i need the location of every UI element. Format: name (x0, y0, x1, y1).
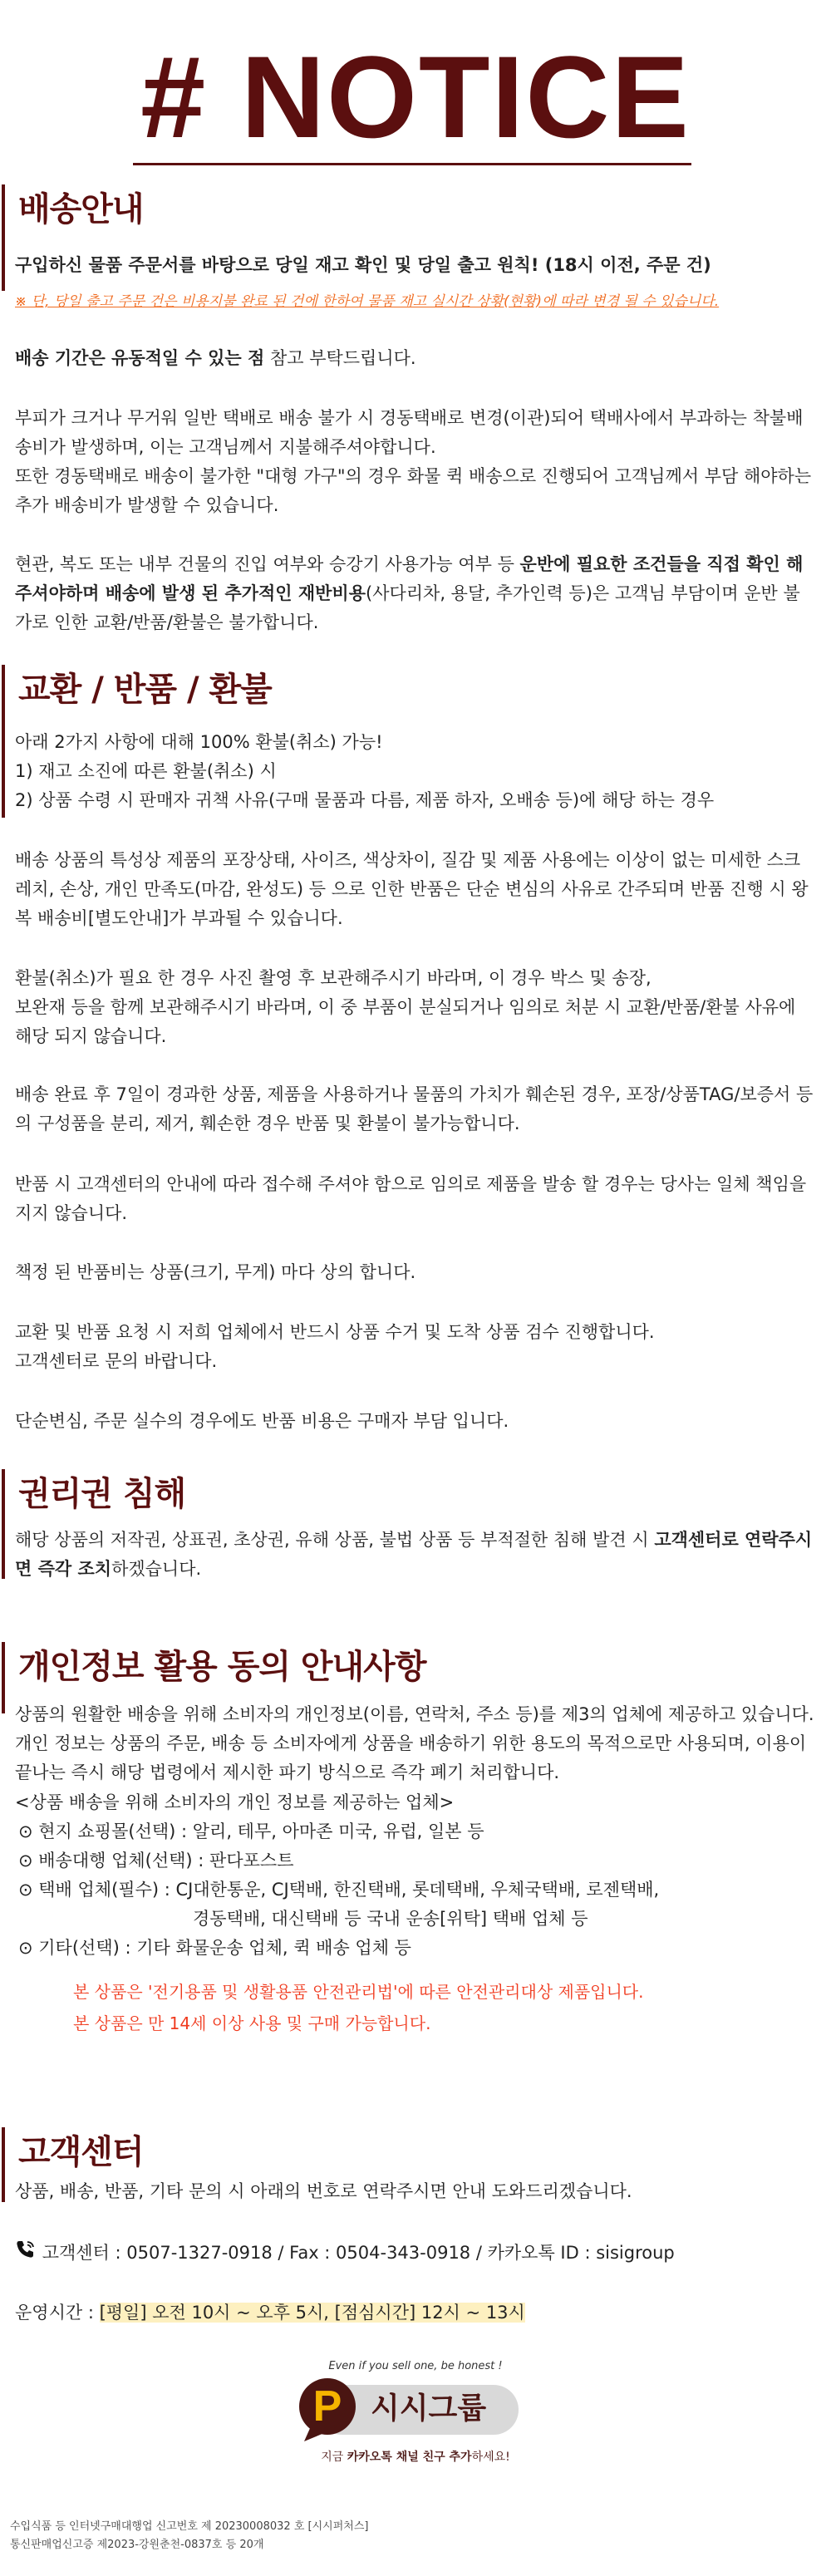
shipping-note: ※ 단, 당일 출고 주문 건은 비용지불 완료 된 건에 한하여 물품 재고 실시간 상황(현황)에 따라 변경 될 수 있습니다. (15, 293, 720, 310)
cs-hours-row (15, 2298, 817, 2328)
cs-hours-label: 운영시간 : (15, 2303, 100, 2323)
cs-intro: 상품, 배송, 반품, 기타 문의 시 아래의 번호로 연락주시면 안내 도와드리겠습니다. (15, 2181, 632, 2201)
rights-text-c: 하겠습니다. (111, 1559, 202, 1579)
privacy-list-title: <상품 배송을 위해 소비자의 개인 정보를 제공하는 업체> (15, 1792, 455, 1812)
footer (10, 2518, 368, 2554)
exchange-item-2: 2) 상품 수령 시 판매자 귀책 사유(구매 물품과 다름, 제품 하자, 오배송 등)에 해당 하는 경우 (15, 790, 715, 810)
privacy-item-1: ⊙ 현지 쇼핑몰(선택) : 알리, 테무, 아마존 미국, 유럽, 일본 등 (18, 1821, 484, 1841)
exchange-p3: 배송 완료 후 7일이 경과한 상품, 제품을 사용하거나 물품의 가치가 훼손된 경우, 포장/상품TAG/보증서 등의 구성품을 분리, 제거, 훼손한 경우 반품 및 환불이 불가능합니다. (15, 1084, 814, 1133)
section-title-cs: 고객센터 (18, 2133, 144, 2171)
exchange-p6a: 교환 및 반품 요청 시 저희 업체에서 반드시 상품 수거 및 도착 상품 검수 진행합니다. (15, 1322, 655, 1342)
exchange-p4: 반품 시 고객센터의 안내에 따라 접수해 주셔야 함으로 임의로 제품을 발송 할 경우는 당사는 일체 책임을 지지 않습니다. (15, 1174, 807, 1223)
cs-hours-value: [평일] 오전 10시 ~ 오후 5시, [점심시간] 12시 ~ 13시 (99, 2303, 525, 2323)
section-title-shipping: 배송안내 (18, 190, 144, 229)
title-underline (133, 163, 691, 165)
exchange-p2b: 보완재 등을 함께 보관해주시기 바라며, 이 중 부품이 분실되거나 임의로 처분 시 교환/반품/환불 사유에 해당 되지 않습니다. (15, 997, 796, 1046)
exchange-p2a: 환불(취소)가 필요 한 경우 사진 촬영 후 보관해주시기 바라며, 이 경우 박스 및 송장, (15, 968, 652, 988)
shipping-period-bold: 배송 기간은 유동적일 수 있는 점 (15, 348, 265, 368)
shipping-period (15, 344, 817, 373)
shipping-conditions-c: (사다리차, 용달, 추가인력 등)은 고객님 부담이며 운반 불가로 인한 교환/반품/환불은 불가합니다. (15, 583, 800, 632)
logo-cta-post: 하세요! (471, 2451, 510, 2464)
shipping-period-rest: 참고 부탁드립니다. (264, 348, 416, 368)
section-title-privacy: 개인정보 활용 동의 안내사항 (18, 1648, 426, 1686)
shipping-bulky: 부피가 크거나 무거워 일반 택배로 배송 불가 시 경동택배로 변경(이관)되어 택배사에서 부과하는 착불배송비가 발생하며, 이는 고객님께서 지불해주셔야합니다. (15, 408, 804, 457)
exchange-item-1: 1) 재고 소진에 따른 환불(취소) 시 (15, 761, 277, 781)
footer-line-1: 수입식품 등 인터넷구매대행업 신고번호 제 20230008032 호 [시시퍼처스] (10, 2520, 369, 2533)
logo-tagline: Even if you sell one, be honest ! (328, 2360, 503, 2372)
privacy-item-4: ⊙ 기타(선택) : 기타 화물운송 업체, 퀵 배송 업체 등 (18, 1938, 411, 1958)
privacy-item-3: ⊙ 택배 업체(필수) : CJ대한통운, CJ택배, 한진택배, 롯데택배, 우체국택배, 로젠택배, (18, 1880, 660, 1900)
privacy-item-2: ⊙ 배송대행 업체(선택) : 판다포스트 (18, 1851, 294, 1871)
section-bar-exchange (2, 665, 5, 818)
page-title: # NOTICE (140, 32, 691, 162)
privacy-p1: 상품의 원활한 배송을 위해 소비자의 개인정보(이름, 연락처, 주소 등)를 제3의 업체에 제공하고 있습니다. 개인 정보는 상품의 주문, 배송 등 소비자에게 상품을 배송하기 위한 용도의 목적으로만 사용되며, 이용이 끝나는 즉시 해당 법령에서 제시한 파기 방식으로 즉각 폐기 처리합니다. (15, 1704, 814, 1782)
shipping-furniture: 또한 경동택배로 배송이 불가한 "대형 가구"의 경우 화물 퀵 배송으로 진행되어 고객님께서 부담 해야하는 추가 배송비가 발생할 수 있습니다. (15, 466, 812, 515)
logo-badge-letter: P (312, 2382, 342, 2431)
rights-text (15, 1526, 817, 1584)
rights-text-a: 해당 상품의 저작권, 상표권, 초상권, 유해 상품, 불법 상품 등 부적절한 침해 발견 시 (15, 1530, 655, 1550)
privacy-item-3-cont: 경동택배, 대신택배 등 국내 운송[위탁] 택배 업체 등 (193, 1909, 588, 1929)
section-bar-rights (2, 1469, 5, 1579)
phone-icon (15, 2239, 37, 2269)
exchange-p1: 배송 상품의 특성상 제품의 포장상태, 사이즈, 색상차이, 질감 및 제품 사용에는 이상이 없는 미세한 스크레치, 손상, 개인 만족도(마감, 완성도) 등 으로 인한 반품은 단순 변심의 사유로 간주되며 반품 진행 시 왕복 배송비[별도안내]가 부과될 수 있습니다. (15, 850, 809, 928)
shipping-conditions (15, 550, 817, 637)
cs-contact-row (15, 2239, 817, 2269)
rights-text-b: 고객센터로 연락주시면 즉각 조치 (15, 1530, 813, 1579)
logo-cta-bold: 카카오톡 채널 친구 추가 (347, 2451, 472, 2464)
exchange-p6b: 고객센터로 문의 바랍니다. (15, 1351, 218, 1371)
logo-cta (283, 2448, 548, 2465)
logo-brand: 시시그룹 (371, 2392, 487, 2426)
shipping-conditions-b: 운반에 필요한 조건들을 직접 확인 해주셔야하며 배송에 발생 된 추가적인 재반비용 (15, 554, 804, 603)
shipping-conditions-a: 현관, 복도 또는 내부 건물의 진입 여부와 승강기 사용가능 여부 등 (15, 554, 520, 574)
safety-notice-2: 본 상품은 만 14세 이상 사용 및 구매 가능합니다. (73, 2013, 431, 2033)
section-title-exchange: 교환 / 반품 / 환불 (18, 671, 272, 709)
safety-notice-1: 본 상품은 '전기용품 및 생활용품 안전관리법'에 따른 안전관리대상 제품입니다. (73, 1982, 644, 2002)
brand-logo (283, 2360, 548, 2476)
exchange-intro: 아래 2가지 사항에 대해 100% 환불(취소) 가능! (15, 732, 383, 752)
footer-line-2: 통신판매업신고증 제2023-강원춘천-0837호 등 20개 (10, 2539, 264, 2551)
section-bar-shipping (2, 184, 5, 291)
exchange-p5: 책정 된 반품비는 상품(크기, 무게) 마다 상의 합니다. (15, 1262, 416, 1282)
section-bar-privacy (2, 1642, 5, 1713)
shipping-lead: 구입하신 물품 주문서를 바탕으로 당일 재고 확인 및 당일 출고 원칙! (18시 이전, 주문 건) (15, 255, 711, 275)
exchange-p7: 단순변심, 주문 실수의 경우에도 반품 비용은 구매자 부담 입니다. (15, 1411, 509, 1431)
section-bar-cs (2, 2127, 5, 2202)
logo-cta-pre: 지금 (321, 2451, 347, 2464)
cs-contact: 고객센터 : 0507-1327-0918 / Fax : 0504-343-0918 / 카카오톡 ID : sisigroup (42, 2243, 675, 2263)
section-title-rights: 권리권 침해 (18, 1475, 186, 1513)
